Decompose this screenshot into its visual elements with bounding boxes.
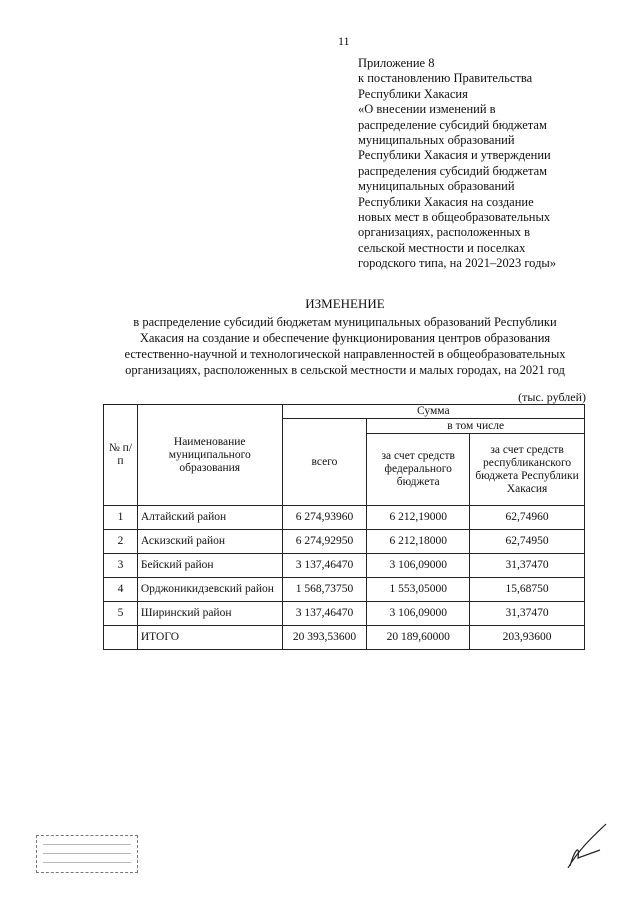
appendix-line: «О внесении изменений в <box>358 102 496 117</box>
page-number: 11 <box>338 34 350 48</box>
row-federal: 3 106,09000 <box>367 554 470 578</box>
header-including: в том числе <box>367 419 585 434</box>
row-republic: 15,68750 <box>470 578 585 602</box>
row-num: 5 <box>104 602 138 626</box>
row-federal: 6 212,19000 <box>367 506 470 530</box>
row-name: Бейский район <box>137 554 282 578</box>
appendix-line: сельской местности и поселках <box>358 240 526 255</box>
row-federal: 1 553,05000 <box>367 578 470 602</box>
appendix-line: организациях, расположенных в <box>358 225 531 240</box>
header-republic: за счет средств республиканского бюджета Республики Хакасия <box>470 434 585 506</box>
appendix-heading <box>358 56 618 272</box>
row-num: 4 <box>104 578 138 602</box>
header-num: № п/п <box>104 405 138 506</box>
row-republic: 31,37470 <box>470 602 585 626</box>
signature <box>560 822 610 872</box>
subtitle-line: организациях, расположенных в сельской местности и малых городах, на 2021 год <box>125 363 565 377</box>
document-subtitle <box>100 314 590 378</box>
row-num: 3 <box>104 554 138 578</box>
appendix-line: распределения субсидий бюджетам <box>358 163 548 178</box>
appendix-line: Республики Хакасия <box>358 86 468 101</box>
appendix-line: городского типа, на 2021–2023 годы» <box>358 256 557 271</box>
appendix-line: Приложение 8 <box>358 56 435 70</box>
subtitle-line: естественно-научной и технологической направленностей в общеобразовательных <box>124 347 566 361</box>
row-name: ИТОГО <box>137 626 282 650</box>
row-name: Аскизский район <box>137 530 282 554</box>
document-title: ИЗМЕНЕНИЕ <box>305 296 385 311</box>
table-row <box>104 626 585 650</box>
row-name: Ширинский район <box>137 602 282 626</box>
header-total: всего <box>282 419 367 506</box>
appendix-line: муниципальных образований <box>358 179 515 194</box>
row-republic: 62,74960 <box>470 506 585 530</box>
table-row <box>104 578 585 602</box>
row-num: 1 <box>104 506 138 530</box>
table-row <box>104 506 585 530</box>
row-total: 20 393,53600 <box>282 626 367 650</box>
appendix-line: к постановлению Правительства <box>358 71 533 86</box>
table-row <box>104 530 585 554</box>
row-name: Алтайский район <box>137 506 282 530</box>
table-row <box>104 602 585 626</box>
row-total: 6 274,92950 <box>282 530 367 554</box>
row-total: 6 274,93960 <box>282 506 367 530</box>
header-sum: Сумма <box>282 405 584 419</box>
appendix-line: Республики Хакасия и утверждении <box>358 148 551 163</box>
row-total: 1 568,73750 <box>282 578 367 602</box>
row-federal: 3 106,09000 <box>367 602 470 626</box>
row-num <box>104 626 138 650</box>
row-republic: 203,93600 <box>470 626 585 650</box>
header-federal: за счет средств федерального бюджета <box>367 434 470 506</box>
row-federal: 6 212,18000 <box>367 530 470 554</box>
row-total: 3 137,46470 <box>282 602 367 626</box>
table-row <box>104 554 585 578</box>
stamp <box>36 835 138 873</box>
appendix-line: распределение субсидий бюджетам <box>358 117 547 132</box>
unit-label: (тыс. рублей) <box>518 390 586 404</box>
header-name: Наименование муниципального образования <box>137 405 282 506</box>
subsidy-table <box>103 404 585 650</box>
subtitle-line: Хакасия на создание и обеспечение функционирования центров образования <box>139 331 551 345</box>
appendix-line: Республики Хакасия на создание <box>358 194 534 209</box>
row-federal: 20 189,60000 <box>367 626 470 650</box>
appendix-line: муниципальных образований <box>358 133 515 148</box>
row-republic: 31,37470 <box>470 554 585 578</box>
subtitle-line: в распределение субсидий бюджетам муниципальных образований Республики <box>133 315 557 329</box>
row-total: 3 137,46470 <box>282 554 367 578</box>
row-republic: 62,74950 <box>470 530 585 554</box>
appendix-line: новых мест в общеобразовательных <box>358 210 551 225</box>
row-name: Орджоникидзевский район <box>137 578 282 602</box>
row-num: 2 <box>104 530 138 554</box>
